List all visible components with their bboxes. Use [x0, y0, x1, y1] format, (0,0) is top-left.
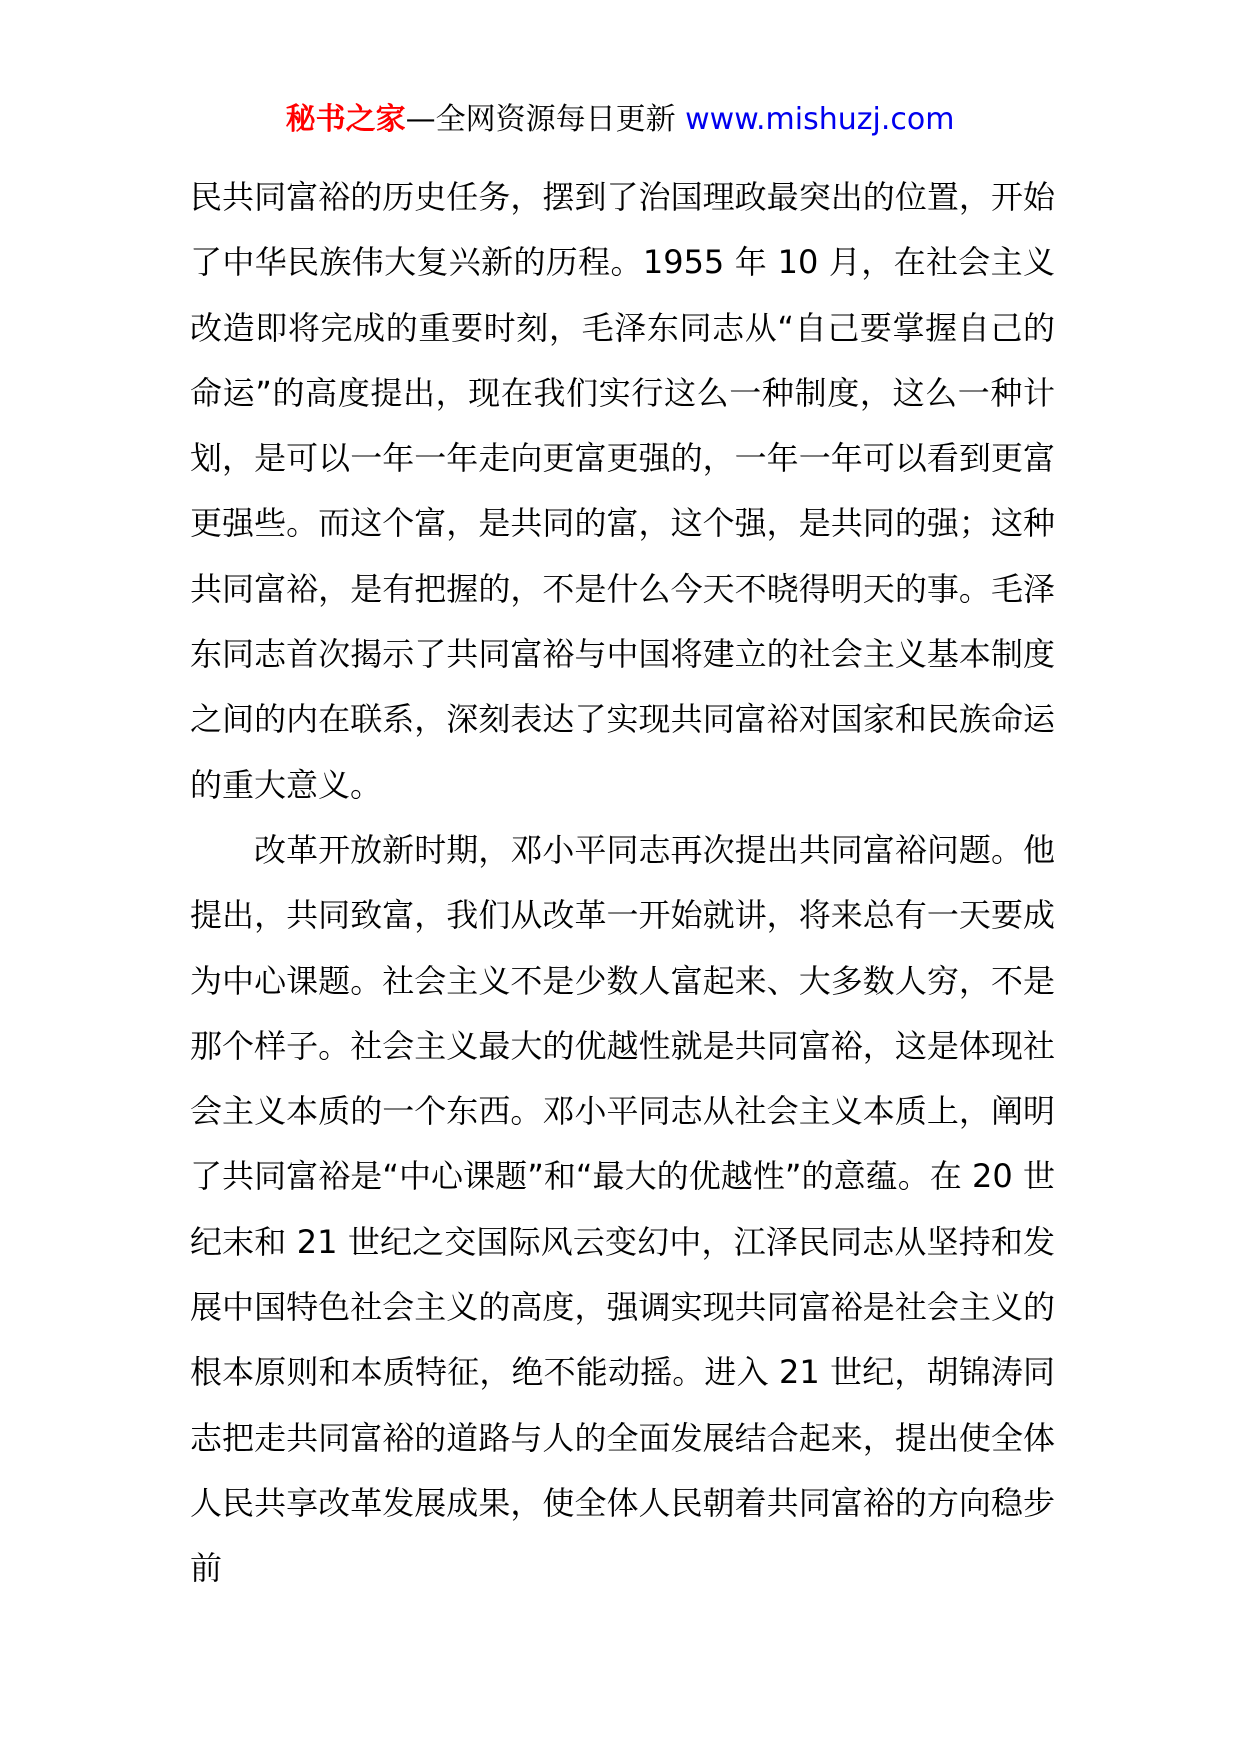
page-header: [0, 100, 1240, 140]
document-body: [190, 165, 1055, 1602]
site-brand: 秘书之家: [285, 102, 406, 137]
paragraph: 改革开放新时期，邓小平同志再次提出共同富裕问题。他提出，共同致富，我们从改革一开始就讲，将来总有一天要成为中心课题。社会主义不是少数人富起来、大多数人穷，不是那个样子。社会主义最大的优越性就是共同富裕，这是体现社会主义本质的一个东西。邓小平同志从社会主义本质上，阐明了共同富裕是“中心课题”和“最大的优越性”的意蕴。在 20 世纪末和 21 世纪之交国际风云变幻中，江泽民同志从坚持和发展中国特色社会主义的高度，强调实现共同富裕是社会主义的根本原则和本质特征，绝不能动摇。进入 21 世纪，胡锦涛同志把走共同富裕的道路与人的全面发展结合起来，提出使全体人民共享改革发展成果，使全体人民朝着共同富裕的方向稳步前: [190, 830, 1055, 1588]
site-tagline: —全网资源每日更新: [405, 102, 676, 137]
site-url-link[interactable]: www.mishuzj.com: [685, 102, 955, 137]
paragraph: 民共同富裕的历史任务，摆到了治国理政最突出的位置，开始了中华民族伟大复兴新的历程。1955 年 10 月，在社会主义改造即将完成的重要时刻，毛泽东同志从“自己要掌握自己的命运”的高度提出，现在我们实行这么一种制度，这么一种计划，是可以一年一年走向更富更强的，一年一年可以看到更富更强些。而这个富，是共同的富，这个强，是共同的强；这种共同富裕，是有把握的，不是什么今天不晓得明天的事。毛泽东同志首次揭示了共同富裕与中国将建立的社会主义基本制度之间的内在联系，深刻表达了实现共同富裕对国家和民族命运的重大意义。: [190, 178, 1055, 804]
